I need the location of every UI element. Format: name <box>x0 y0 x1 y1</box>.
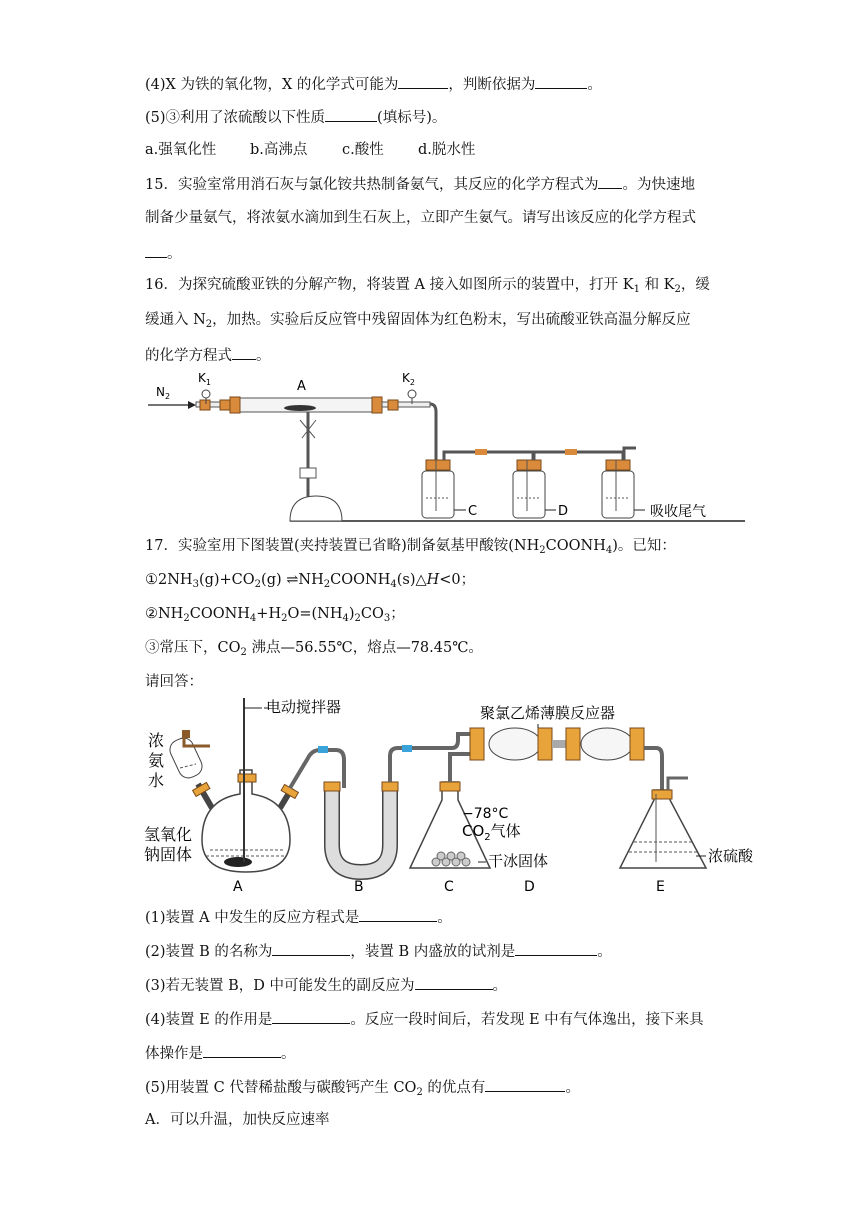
label-e: E <box>656 879 665 895</box>
q17-sub5: (5)用装置 C 代替稀盐酸与碳酸钙产生 $CO_2$ 的优点有 。 <box>145 1076 580 1098</box>
q15-line1: 15．实验室常用消石灰与氯化铵共热制备氨气，其反应的化学方程式为 。为快速地 <box>145 173 695 195</box>
answer-blank[interactable] <box>203 1042 281 1058</box>
membrane-reactor-label: 聚氯乙烯薄膜反应器 <box>480 704 616 722</box>
q17-sub3: (3)若无装置 B，D 中可能发生的副反应为 。 <box>145 974 507 996</box>
ammonia-label-1: 浓 <box>148 731 165 750</box>
q17-ask: 请回答： <box>145 674 203 690</box>
k2-stopcock <box>408 390 416 398</box>
naoh-label-2: 钠固体 <box>144 845 193 864</box>
k1-valve <box>200 400 210 410</box>
q17-intro: 17．实验室用下图装置(夹持装置已省略)制备氨基甲酸铵$(NH_2COONH_4)$。已知： <box>145 538 676 556</box>
q14-part4: (4)X 为铁的氧化物，X 的化学式可能为 ，判断依据为 。 <box>145 73 602 95</box>
ammonia-label-3: 水 <box>148 771 165 790</box>
naoh-label-1: 氢氧化 <box>144 825 193 844</box>
q14-part5: (5)③利用了浓硫酸以下性质 (填标号)。 <box>145 106 446 128</box>
naoh-solid <box>224 857 252 867</box>
q17-option-a: A．可以升温，加快反应速率 <box>145 1112 330 1128</box>
stirrer-label: 电动搅拌器 <box>266 698 342 716</box>
q17-apparatus-diagram <box>140 690 780 900</box>
option-c: c.酸性 <box>342 142 384 158</box>
answer-blank[interactable] <box>359 906 437 922</box>
ammonia-label-2: 氨 <box>148 751 165 770</box>
label-d: D <box>524 879 535 895</box>
label-c: C <box>444 879 454 895</box>
label-c: C <box>468 504 478 519</box>
q14-options <box>145 140 475 160</box>
label-a: A <box>233 879 243 895</box>
k1-stopcock <box>202 390 210 398</box>
q16-apparatus-diagram <box>140 368 750 528</box>
label-b: B <box>354 879 364 895</box>
k2-label: $K_2$ <box>402 371 415 387</box>
answer-blank[interactable] <box>272 940 350 956</box>
label-a: A <box>297 379 306 394</box>
bottle-tail <box>602 460 634 518</box>
q17-sub4: (4)装置 E 的作用是 。反应一段时间后，若发现 E 中有气体逸出，接下来具 <box>145 1008 704 1030</box>
conc-sulfuric-acid-label: 浓硫酸 <box>708 847 754 865</box>
answer-blank[interactable] <box>515 940 597 956</box>
answer-blank[interactable] <box>272 1008 350 1024</box>
q17-sub4-line2: 体操作是 。 <box>145 1042 296 1064</box>
answer-blank[interactable] <box>325 106 377 122</box>
q17-fact-3: ③常压下，$CO_2$ 沸点—56.55℃，熔点—78.45℃。 <box>145 640 483 658</box>
temp-label: −78°C <box>462 806 509 822</box>
option-b: b.高沸点 <box>250 142 308 158</box>
answer-blank[interactable] <box>598 173 622 189</box>
flask-a <box>193 770 299 872</box>
answer-blank[interactable] <box>145 242 167 258</box>
q15-line2: 制备少量氨气，将浓氨水滴加到生石灰上，立即产生氨气。请写出该反应的化学方程式 <box>145 210 696 226</box>
q16-line3: 的化学方程式 。 <box>145 344 271 366</box>
alcohol-burner <box>290 496 342 521</box>
bottle-d <box>513 460 545 518</box>
dry-ice-label: 干冰固体 <box>488 852 549 870</box>
membrane-reactor-d <box>470 728 644 760</box>
equilibrium-arrow: ⇌ <box>286 572 299 588</box>
option-d: d.脱水性 <box>418 142 476 158</box>
ferrous-sulfate-sample <box>284 405 316 411</box>
q17-sub2: (2)装置 B 的名称为 ，装置 B 内盛放的试剂是 。 <box>145 940 612 962</box>
option-a: a.强氧化性 <box>145 142 217 158</box>
k1-label: $K_1$ <box>198 371 211 387</box>
answer-blank[interactable] <box>535 73 587 89</box>
co2-gas-label: $CO_2$气体 <box>462 822 521 843</box>
q15-line3: 。 <box>145 242 182 264</box>
q17-sub1: (1)装置 A 中发生的反应方程式是 。 <box>145 906 452 928</box>
u-tube-b <box>324 782 398 872</box>
conical-flask-e <box>620 778 706 868</box>
dropping-funnel <box>167 730 210 781</box>
k2-valve <box>388 400 398 410</box>
answer-blank[interactable] <box>415 974 493 990</box>
q17-equation-2: $②NH_2COONH_4+H_2O=(NH_4)_2CO_3$； <box>145 606 405 624</box>
q16-line1: 16．为探究硫酸亚铁的分解产物，将装置 A 接入如图所示的装置中，打开 $K_1$ 和 $K_2$，缓 <box>145 277 710 295</box>
q16-line2: 缓通入 $N_2$，加热。实验后反应管中残留固体为红色粉末，写出硫酸亚铁高温分解反应 <box>145 312 691 330</box>
answer-blank[interactable] <box>398 73 448 89</box>
n2-label: $N_2$ <box>156 385 171 401</box>
q17-equation-1: $①2NH_3(g)+CO_2(g)$ $\rightleftharpoons NH_2COONH_4(s)\triangle H<0$； <box>145 572 476 590</box>
answer-blank[interactable] <box>485 1076 565 1092</box>
tail-gas-label: 吸收尾气 <box>650 504 706 520</box>
answer-blank[interactable] <box>232 344 256 360</box>
label-d: D <box>558 504 569 519</box>
bottle-c <box>422 460 454 518</box>
